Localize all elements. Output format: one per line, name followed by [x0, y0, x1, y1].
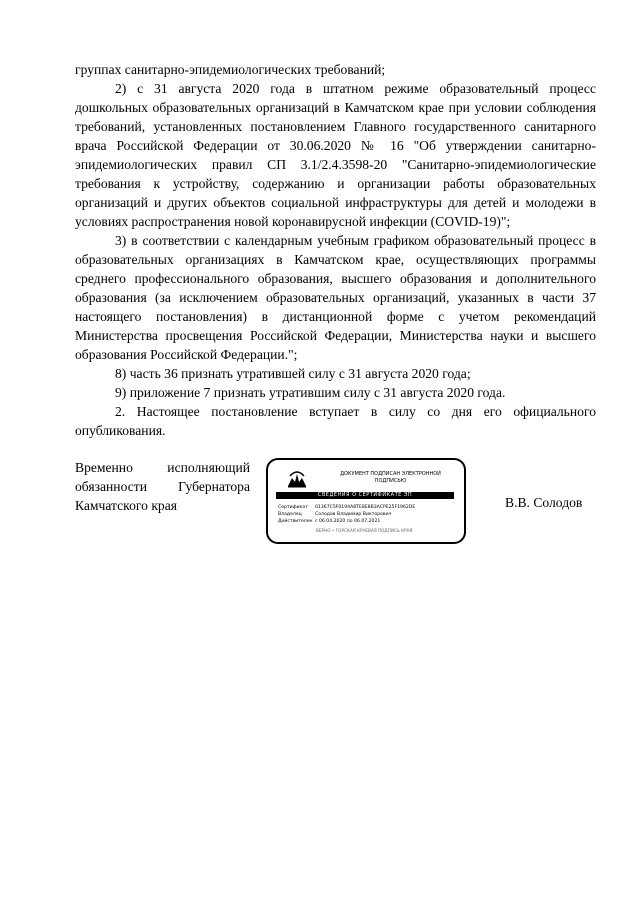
coat-of-arms-icon	[286, 468, 308, 488]
validity-label: Действителен	[278, 519, 313, 524]
signatory-title: Временно исполняющий обязанности Губернатора Камчатского края	[75, 460, 250, 513]
stamp-details	[278, 504, 415, 525]
paragraph: 3) в соответствии с календарным учебным графиком образовательный процесс в образовательных организациях в Камчатском крае, осуществляющих программы среднего профессионального образования, высшего образования и дополнительного образования (за исключением образовательных организаций, указанных в части 37 настоящего постановления) в дистанционной форме с учетом рекомендаций Министерства просвещения Российской Федерации, Министерства науки и высшего образования Российской Федерации.";	[75, 233, 596, 362]
validity-value: с 06.04.2020 по 06.07.2021	[315, 519, 381, 524]
signatory-name: В.В. Солодов	[505, 495, 583, 510]
paragraph: 2) с 31 августа 2020 года в штатном режиме образовательный процесс дошкольных образовательных организаций в Камчатском крае при условии соблюдения требований, установленных постановлением Главного государственного санитарного врача Российской Федерации от 30.06.2020 № 16 "Об утверждении санитарно-эпидемиологических правил СП 3.1/2.4.3598-20 "Санитарно-эпидемиологические требования к устройству, содержанию и организации работы образовательных организаций и других объектов социальной инфраструктуры для детей и молодежи в условиях распространения новой коронавирусной инфекции (COVID-19)";	[75, 81, 596, 229]
stamp-footer: ВЕРНО • ГОРСКАЯ КРАЕВАЯ ПОДПИСЬ КРАЯ	[316, 528, 413, 533]
stamp-certificate-bar: СВЕДЕНИЯ О СЕРТИФИКАТЕ ЭП	[276, 492, 454, 499]
paragraph: 2. Настоящее постановление вступает в силу со дня его официального опубликования.	[75, 404, 596, 438]
owner-row	[278, 511, 415, 518]
validity-row	[278, 518, 415, 525]
paragraph: группах санитарно-эпидемиологических требований;	[75, 62, 386, 77]
paragraph: 8) часть 36 признать утратившей силу с 31 августа 2020 года;	[115, 366, 471, 381]
certificate-value: 01367C5F0194A8TE8E8B3ACPE25F1962DE	[315, 505, 416, 510]
certificate-label: Сертификат	[278, 505, 308, 510]
owner-value: Солодов Владимир Викторович	[315, 512, 392, 517]
paragraph: 9) приложение 7 признать утратившим силу с 31 августа 2020 года.	[115, 385, 506, 400]
document-body	[75, 60, 596, 440]
stamp-header: ДОКУМЕНТ ПОДПИСАН ЭЛЕКТРОННОЙ ПОДПИСЬЮ	[340, 471, 441, 484]
owner-label: Владелец	[278, 512, 302, 517]
electronic-signature-stamp	[266, 458, 466, 544]
certificate-row	[278, 504, 415, 511]
